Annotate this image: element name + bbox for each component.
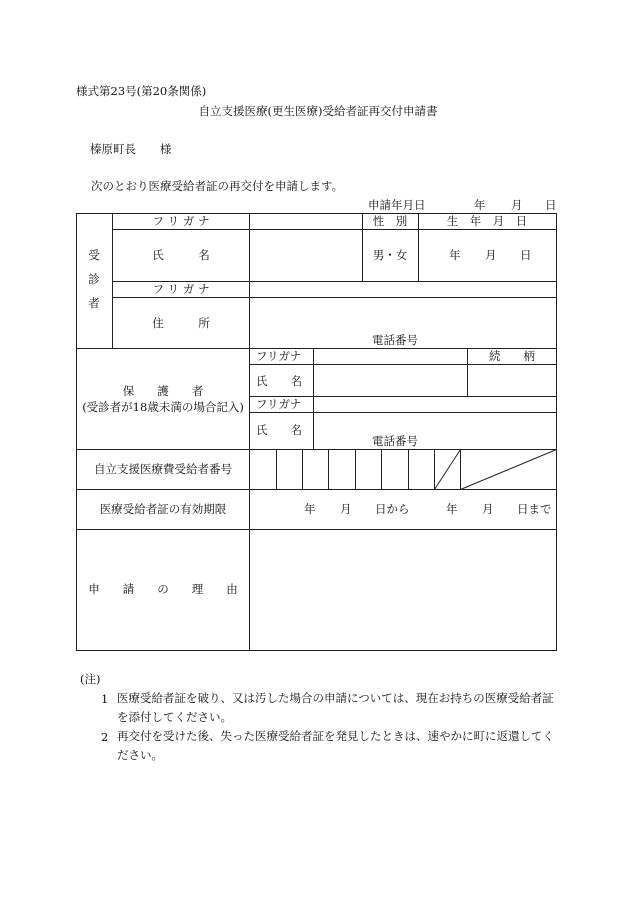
address-furigana-label: フ リ ガ ナ [152,282,210,296]
note-number-1: 1 [101,692,109,706]
patient-furigana-label: フ リ ガ ナ [152,214,210,228]
patient-label-char-1: 受 [88,248,100,262]
validity-to-month: 月 [482,502,494,516]
guardian-furigana-label: フリガナ [256,349,302,363]
addressee: 榛原町長 [90,142,136,156]
note-number-2: 2 [101,730,109,744]
birthdate-year: 年 [449,248,461,262]
relation-label: 続 柄 [489,349,535,363]
patient-phone-label: 電話番号 [372,333,418,347]
cert-number-label: 自立支援医療費受給者番号 [94,462,232,476]
reason-label: 申 請 の 理 由 [88,582,238,596]
guardian-furigana-label-2: フリガナ [256,397,302,411]
application-date-day: 日 [545,198,557,212]
gender-value: 男・女 [372,248,408,262]
form-number: 様式第23号(第20条関係) [76,84,207,98]
patient-label-char-3: 者 [88,296,100,310]
validity-to-year: 年 [446,502,458,516]
validity-from-month: 月 [340,502,352,516]
birthdate-header: 生 年 月 日 [446,214,528,228]
note-text-1: 医療受給者証を破り、又は汚した場合の申請については、現在お持ちの医療受給者証を添付してください。 [117,691,554,724]
guardian-sublabel: (受診者が18歳未満の場合記入) [82,400,244,414]
notes-heading: (注) [80,672,101,686]
guardian-name-label-2: 氏 名 [256,423,302,437]
guardian-phone-label: 電話番号 [372,434,418,448]
honorific: 様 [160,142,172,156]
note-text-2: 再交付を受けた後、失った医療受給者証を発見したときは、速やかに町に返還してください。 [117,729,554,762]
application-date-month: 月 [511,198,523,212]
address-label: 住 所 [152,316,210,330]
validity-to-day: 日まで [517,502,552,516]
validity-from-year: 年 [304,502,316,516]
patient-label-char-2: 診 [88,272,100,286]
validity-from-day: 日から [375,502,410,516]
application-date-label: 申請年月日 [368,198,426,212]
patient-name-label: 氏 名 [152,248,210,262]
birthdate-day: 日 [520,248,532,262]
guardian-name-label: 氏 名 [256,374,302,388]
guardian-label: 保 護 者 [122,384,204,398]
intro-text: 次のとおり医療受給者証の再交付を申請します。 [91,179,344,193]
gender-header: 性 別 [372,214,408,228]
application-date-year: 年 [474,198,486,212]
form-title: 自立支援医療(更生医療)受給者証再交付申請書 [198,104,438,118]
birthdate-month: 月 [485,248,497,262]
validity-label: 医療受給者証の有効期限 [99,502,227,516]
